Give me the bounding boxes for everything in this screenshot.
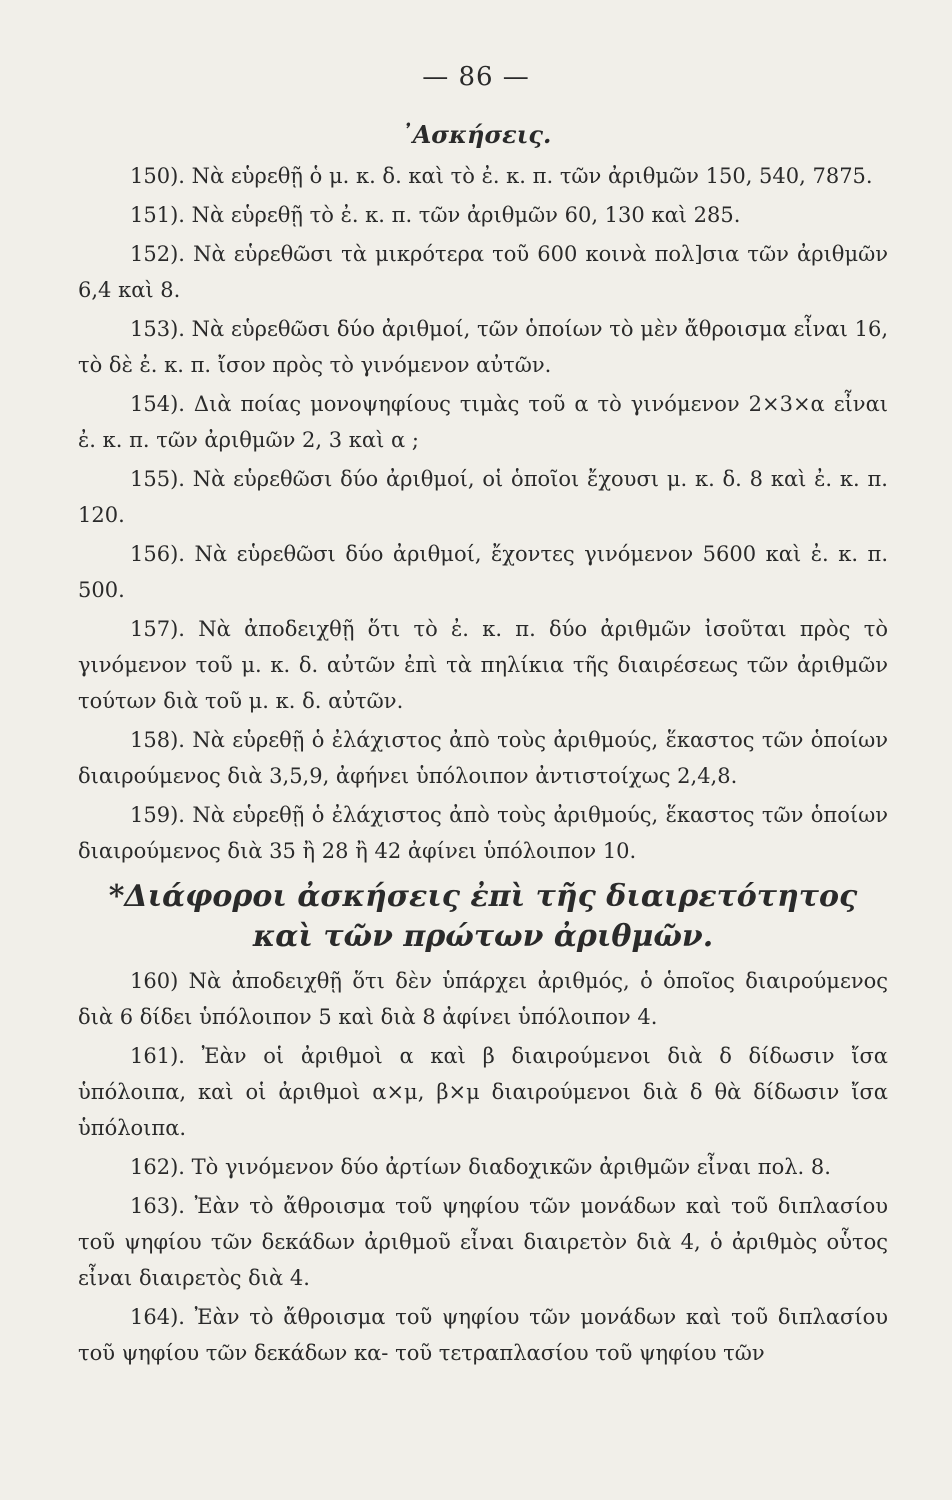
- exercise-158: 158). Νὰ εὑρεθῇ ὁ ἐλάχιστος ἀπὸ τοὺς ἀριθμούς, ἕκαστος τῶν ὁποίων διαιρούμενος διὰ 3,5,9, ἀφήνει ὑπόλοιπον ἀντιστοίχως 2,4,8.: [78, 728, 888, 788]
- exercise-164: 164). Ἐὰν τὸ ἄθροισμα τοῦ ψηφίου τῶν μονάδων καὶ τοῦ διπλασίου τοῦ ψηφίου τῶν δεκάδων κα- τοῦ τετραπλασίου τοῦ ψηφίου τῶν: [78, 1305, 888, 1365]
- exercise-162: 162). Τὸ γινόμενον δύο ἀρτίων διαδοχικῶν ἀριθμῶν εἶναι πολ. 8.: [130, 1155, 831, 1179]
- exercise-151: 151). Νὰ εὑρεθῇ τὸ ἐ. κ. π. τῶν ἀριθμῶν 60, 130 καὶ 285.: [130, 203, 741, 227]
- exercise-154: 154). Διὰ ποίας μονοψηφίους τιμὰς τοῦ α τὸ γινόμενον 2×3×α εἶναι ἐ. κ. π. τῶν ἀριθμῶν 2, 3 καὶ α ;: [78, 392, 888, 452]
- exercise-156: 156). Νὰ εὑρεθῶσι δύο ἀριθμοί, ἔχοντες γινόμενον 5600 καὶ ἐ. κ. π. 500.: [78, 542, 888, 602]
- exercise-160: 160) Νὰ ἀποδειχθῇ ὅτι δὲν ὑπάρχει ἀριθμός, ὁ ὁποῖος διαιρούμενος διὰ 6 δίδει ὑπόλοιπον 5 καὶ διὰ 8 ἀφίνει ὑπόλοιπον 4.: [78, 969, 888, 1029]
- exercise-153: 153). Νὰ εὑρεθῶσι δύο ἀριθμοί, τῶν ὁποίων τὸ μὲν ἄθροισμα εἶναι 16, τὸ δὲ ἐ. κ. π. ἴσον πρὸς τὸ γινόμενον αὐτῶν.: [78, 317, 888, 377]
- exercise-161: 161). Ἐὰν οἱ ἀριθμοὶ α καὶ β διαιρούμενοι διὰ δ δίδωσιν ἴσα ὑπόλοιπα, καὶ οἱ ἀριθμοὶ α×μ, β×μ διαιρούμενοι διὰ δ θὰ δίδωσιν ἴσα ὑπόλοιπα.: [78, 1044, 888, 1140]
- exercise-163: 163). Ἐὰν τὸ ἄθροισμα τοῦ ψηφίου τῶν μονάδων καὶ τοῦ διπλασίου τοῦ ψηφίου τῶν δεκάδων ἀριθμοῦ εἶναι διαιρετὸν διὰ 4, ὁ ἀριθμὸς οὗτος εἶναι διαιρετὸς διὰ 4.: [78, 1194, 888, 1290]
- subsection-heading-line2: καὶ τῶν πρώτων ἀριθμῶν.: [252, 919, 714, 954]
- exercise-155: 155). Νὰ εὑρεθῶσι δύο ἀριθμοί, οἱ ὁποῖοι ἔχουσι μ. κ. δ. 8 καὶ ἐ. κ. π. 120.: [78, 467, 888, 527]
- exercise-list: [78, 158, 888, 1374]
- page-number: — 86 —: [422, 62, 530, 92]
- exercise-150: 150). Νὰ εὑρεθῇ ὁ μ. κ. δ. καὶ τὸ ἐ. κ. π. τῶν ἀριθμῶν 150, 540, 7875.: [130, 164, 873, 188]
- exercise-159: 159). Νὰ εὑρεθῇ ὁ ἐλάχιστος ἀπὸ τοὺς ἀριθμούς, ἕκαστος τῶν ὁποίων διαιρούμενος διὰ 35 ἢ 28 ἢ 42 ἀφίνει ὑπόλοιπον 10.: [78, 803, 888, 863]
- subsection-heading: [78, 877, 888, 957]
- exercise-157: 157). Νὰ ἀποδειχθῇ ὅτι τὸ ἐ. κ. π. δύο ἀριθμῶν ἰσοῦται πρὸς τὸ γινόμενον τοῦ μ. κ. δ. αὐτῶν ἐπὶ τὰ πηλίκια τῆς διαιρέσεως τῶν ἀριθμῶν τούτων διὰ τοῦ μ. κ. δ. αὐτῶν.: [78, 617, 888, 713]
- section-title: ᾿Ασκήσεις.: [400, 120, 552, 149]
- subsection-heading-line1: *Διάφοροι ἀσκήσεις ἐπὶ τῆς διαιρετότητος: [108, 879, 858, 914]
- exercise-152: 152). Νὰ εὑρεθῶσι τὰ μικρότερα τοῦ 600 κοινὰ πολ]σια τῶν ἀριθμῶν 6,4 καὶ 8.: [78, 242, 888, 302]
